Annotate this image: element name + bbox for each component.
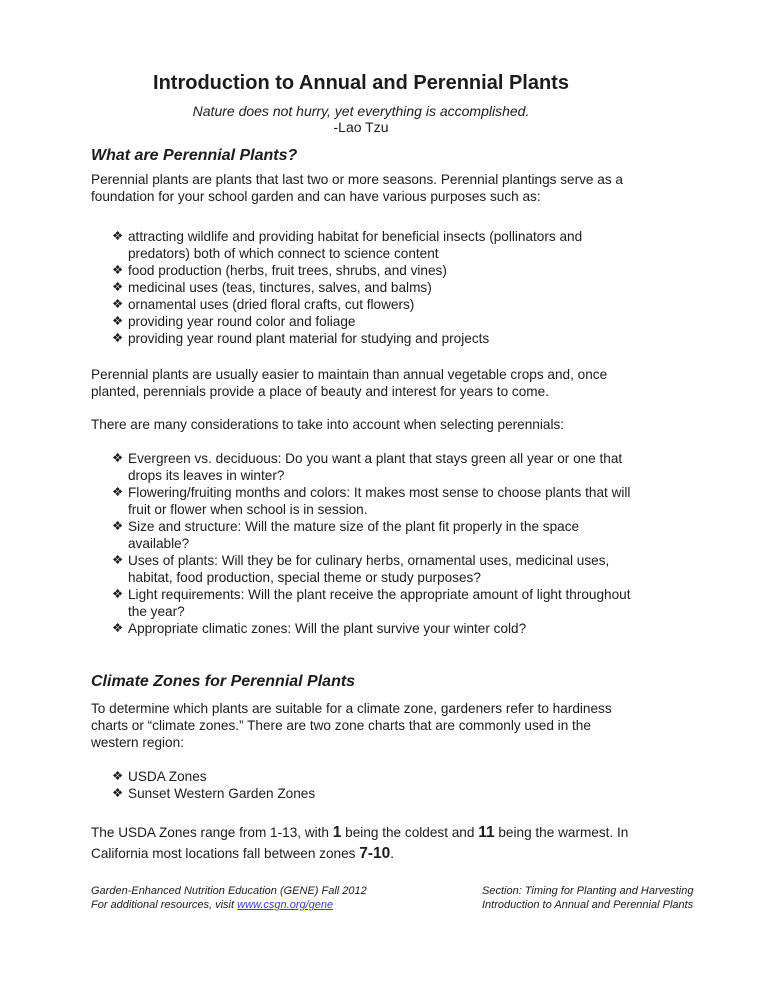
list-item-text: Sunset Western Garden Zones [128, 786, 316, 801]
section-heading-what-are-perennial-plants: What are Perennial Plants? [91, 147, 298, 164]
list-item-text: ornamental uses (dried floral crafts, cut flowers) [128, 297, 415, 312]
diamond-bullet-icon: ❖ [112, 587, 124, 601]
footer-doc-title-line: Introduction to Annual and Perennial Plants [482, 899, 694, 911]
list-item [91, 313, 631, 330]
list-item-text: Light requirements: Will the plant receive the appropriate amount of light throughout the year? [128, 587, 631, 619]
diamond-bullet-icon: ❖ [112, 621, 124, 635]
usda-warmest-number: 11 [478, 824, 495, 841]
list-item-text: attracting wildlife and providing habitat for beneficial insects (pollinators and predators) both of which connect to science content [128, 229, 583, 261]
diamond-bullet-icon: ❖ [112, 451, 124, 465]
diamond-bullet-icon: ❖ [112, 786, 124, 800]
footer-resources-text: For additional resources, visit [91, 899, 238, 911]
california-zones-number: 7-10 [359, 845, 391, 862]
usda-range-text: The USDA Zones range from 1-13, with [91, 825, 333, 840]
usda-coldest-number: 1 [332, 824, 342, 841]
list-item-text: providing year round plant material for studying and projects [128, 331, 490, 346]
list-item [91, 296, 631, 313]
page-footer [91, 884, 697, 912]
usda-range-text: being the warmest. In California most locations fall between zones [91, 825, 629, 861]
list-item-text: USDA Zones [128, 769, 207, 784]
list-item [91, 262, 631, 279]
list-item [91, 228, 631, 262]
diamond-bullet-icon: ❖ [112, 314, 124, 328]
list-item-text: providing year round color and foliage [128, 314, 356, 329]
usda-range-text: being the coldest and [341, 825, 479, 840]
list-item-text: Evergreen vs. deciduous: Do you want a plant that stays green all year or one that drops its leaves in winter? [128, 451, 623, 483]
diamond-bullet-icon: ❖ [112, 229, 124, 243]
diamond-bullet-icon: ❖ [112, 331, 124, 345]
paragraph-climate-intro: To determine which plants are suitable for a climate zone, gardeners refer to hardiness charts or “climate zones.” There are two zone charts that are commonly used in the western region: [91, 701, 612, 750]
list-item-text: Appropriate climatic zones: Will the plant survive your winter cold? [128, 621, 527, 636]
list-item [91, 785, 631, 802]
list-item [91, 768, 631, 785]
paragraph-considerations-intro: There are many considerations to take into account when selecting perennials: [91, 417, 565, 432]
list-item [91, 279, 631, 296]
footer-section-line: Section: Timing for Planting and Harvesting [482, 885, 694, 897]
csgn-link[interactable]: www.csgn.org/gene [237, 899, 334, 911]
paragraph-perennial-intro: Perennial plants are plants that last two or more seasons. Perennial plantings serve as a foundation for your school garden and can have various purposes such as: [91, 172, 623, 204]
list-item [91, 450, 631, 484]
list-item-text: Flowering/fruiting months and colors: It makes most sense to choose plants that will fruit or flower when school is in session. [128, 485, 631, 517]
paragraph-maintain: Perennial plants are usually easier to maintain than annual vegetable crops and, once planted, perennials provide a place of beauty and interest for years to come. [91, 367, 608, 399]
page-title: Introduction to Annual and Perennial Plants [153, 72, 569, 94]
list-considerations [91, 450, 631, 637]
list-item-text: Size and structure: Will the mature size of the plant fit properly in the space available? [128, 519, 580, 551]
document-content [91, 71, 631, 864]
diamond-bullet-icon: ❖ [112, 280, 124, 294]
list-item [91, 620, 631, 637]
quote-text: Nature does not hurry, yet everything is accomplished. [192, 103, 530, 119]
quote-attribution: -Lao Tzu [333, 119, 389, 135]
list-item [91, 552, 631, 586]
list-item [91, 330, 631, 347]
diamond-bullet-icon: ❖ [112, 485, 124, 499]
footer-right-column [482, 884, 693, 912]
diamond-bullet-icon: ❖ [112, 297, 124, 311]
diamond-bullet-icon: ❖ [112, 263, 124, 277]
diamond-bullet-icon: ❖ [112, 519, 124, 533]
footer-program-line: Garden-Enhanced Nutrition Education (GENE) Fall 2012 [91, 885, 367, 897]
list-item-text: medicinal uses (teas, tinctures, salves, and balms) [128, 280, 432, 295]
paragraph-usda-range [91, 822, 631, 864]
diamond-bullet-icon: ❖ [112, 553, 124, 567]
diamond-bullet-icon: ❖ [112, 769, 124, 783]
list-item [91, 586, 631, 620]
list-item-text: food production (herbs, fruit trees, shrubs, and vines) [128, 263, 447, 278]
list-zone-charts [91, 768, 631, 802]
list-item [91, 518, 631, 552]
section-heading-climate-zones: Climate Zones for Perennial Plants [91, 673, 356, 690]
list-purposes [91, 228, 631, 347]
usda-range-text: . [390, 846, 395, 861]
list-item-text: Uses of plants: Will they be for culinary herbs, ornamental uses, medicinal uses, habitat, food production, special theme or study purposes? [128, 553, 610, 585]
list-item [91, 484, 631, 518]
